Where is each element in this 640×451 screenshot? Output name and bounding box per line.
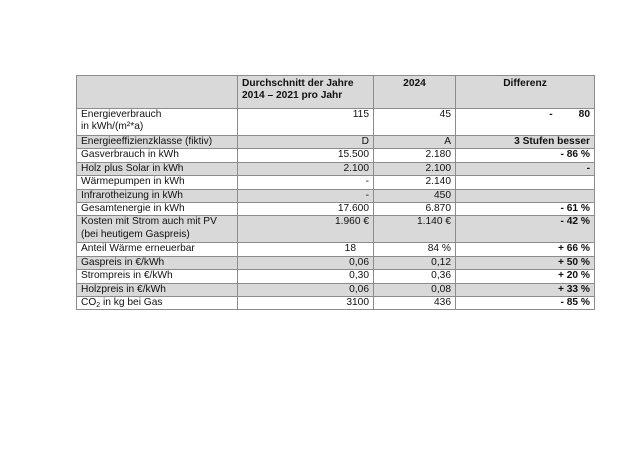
row-label: Wärmepumpen in kWh xyxy=(77,176,238,189)
diff-sign: - xyxy=(549,109,553,120)
cell-year: 6.870 xyxy=(374,203,456,216)
cell-difference: 3 Stufen besser xyxy=(456,136,595,149)
label-subscript: 2 xyxy=(96,302,101,310)
cell-average: 0,06 xyxy=(238,283,374,296)
cell-average: 1.960 € xyxy=(238,216,374,243)
table-row xyxy=(77,162,595,175)
table-row xyxy=(77,203,595,216)
row-label: Strompreis in €/kWh xyxy=(77,270,238,283)
row-label-line2: (bei heutigem Gaspreis) xyxy=(81,228,190,240)
cell-year: 45 xyxy=(374,109,456,136)
cell-average: 15.500 xyxy=(238,149,374,162)
table-row-co2 xyxy=(77,297,595,310)
row-label: Holzpreis in €/kWh xyxy=(77,283,238,296)
cell-average: 0,30 xyxy=(238,270,374,283)
label-rest: in kg bei Gas xyxy=(100,297,163,309)
table-row xyxy=(77,176,595,189)
cell-difference: - 42 % xyxy=(456,216,595,243)
cell-average: 18 xyxy=(238,243,374,256)
cell-average: 0,06 xyxy=(238,256,374,269)
cell-average: 2.100 xyxy=(238,162,374,175)
label-co: CO xyxy=(81,297,97,309)
cell-year: 2.100 xyxy=(374,162,456,175)
table-row xyxy=(77,136,595,149)
table-row xyxy=(77,283,595,296)
cell-average: - xyxy=(238,176,374,189)
table-row xyxy=(77,256,595,269)
cell-difference xyxy=(456,176,595,189)
row-label: Infrarotheizung in kWh xyxy=(77,189,238,202)
table-row xyxy=(77,243,595,256)
cell-difference: - 85 % xyxy=(456,297,595,310)
cell-year: 0,08 xyxy=(374,283,456,296)
header-average-line2: 2014 – 2021 pro Jahr xyxy=(242,90,343,102)
cell-average: D xyxy=(238,136,374,149)
table-row-costs xyxy=(77,216,595,243)
cell-difference: + 20 % xyxy=(456,270,595,283)
row-label xyxy=(77,216,238,243)
header-difference: Differenz xyxy=(456,76,595,109)
row-label: Gaspreis in €/kWh xyxy=(77,256,238,269)
header-label xyxy=(77,76,238,109)
header-average-line1: Durchschnitt der Jahre xyxy=(242,78,354,89)
row-label xyxy=(77,109,238,136)
cell-difference: - xyxy=(456,162,595,175)
cell-year: 450 xyxy=(374,189,456,202)
row-label: Anteil Wärme erneuerbar xyxy=(77,243,238,256)
row-label-line1: Energieverbrauch xyxy=(81,109,162,120)
energy-comparison-table xyxy=(76,75,595,310)
cell-difference xyxy=(456,109,595,136)
cell-difference: - 61 % xyxy=(456,203,595,216)
cell-difference: + 50 % xyxy=(456,256,595,269)
table-row xyxy=(77,270,595,283)
row-label-line1: Kosten mit Strom auch mit PV xyxy=(81,216,217,228)
row-label xyxy=(77,297,238,310)
cell-average: 17.600 xyxy=(238,203,374,216)
table-row-energy-consumption xyxy=(77,109,595,136)
cell-year: 436 xyxy=(374,297,456,310)
header-average xyxy=(238,76,374,109)
row-label: Holz plus Solar in kWh xyxy=(77,162,238,175)
cell-average: 3100 xyxy=(238,297,374,310)
cell-year: 0,36 xyxy=(374,270,456,283)
row-label: Gesamtenergie in kWh xyxy=(77,203,238,216)
header-year: 2024 xyxy=(374,76,456,109)
row-label: Gasverbrauch in kWh xyxy=(77,149,238,162)
table-header-row xyxy=(77,76,595,109)
diff-value: 80 xyxy=(578,109,590,120)
cell-difference: + 33 % xyxy=(456,283,595,296)
cell-year: 84 % xyxy=(374,243,456,256)
cell-difference: - 86 % xyxy=(456,149,595,162)
cell-average: - xyxy=(238,189,374,202)
cell-year: 2.140 xyxy=(374,176,456,189)
row-label: Energieeffizienzklasse (fiktiv) xyxy=(77,136,238,149)
table-row xyxy=(77,149,595,162)
table-row xyxy=(77,189,595,202)
cell-year: 1.140 € xyxy=(374,216,456,243)
cell-difference: + 66 % xyxy=(456,243,595,256)
cell-year: 2.180 xyxy=(374,149,456,162)
cell-difference xyxy=(456,189,595,202)
row-label-line2: in kWh/(m²*a) xyxy=(81,121,144,133)
cell-year: A xyxy=(374,136,456,149)
cell-year: 0,12 xyxy=(374,256,456,269)
cell-average: 115 xyxy=(238,109,374,136)
